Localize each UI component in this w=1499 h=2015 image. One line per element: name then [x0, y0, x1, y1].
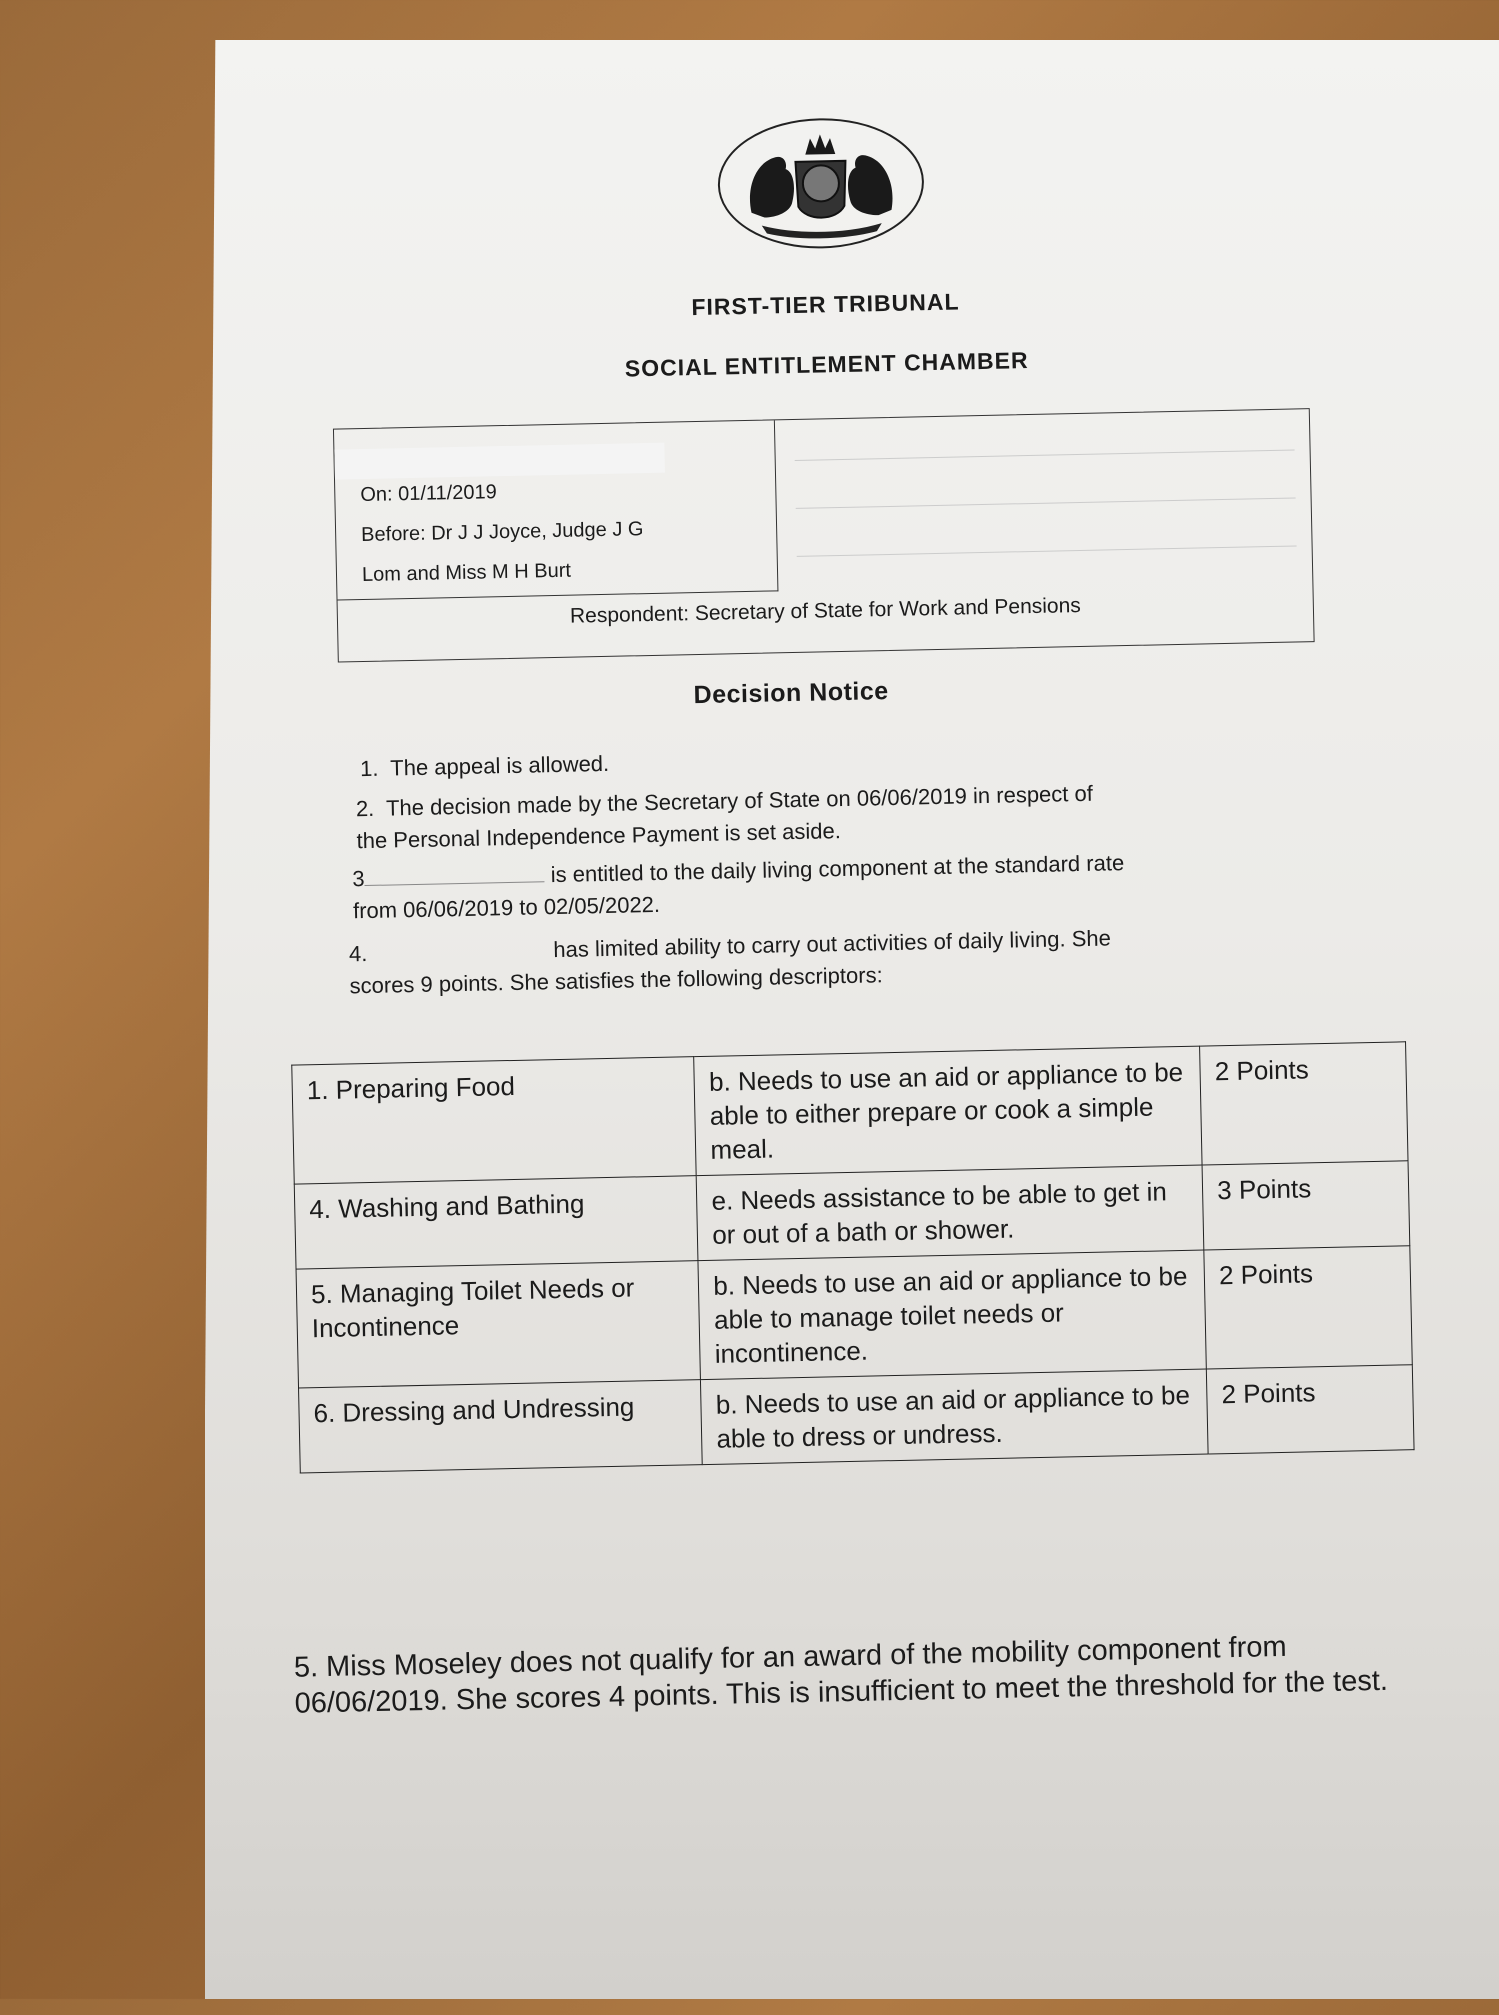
royal-coat-of-arms-icon: [715, 114, 928, 253]
paragraph-number: 4.: [348, 941, 368, 967]
redacted-line: [795, 449, 1295, 460]
paragraph-text: The appeal is allowed.: [389, 750, 610, 781]
descriptor-cell: b. Needs to use an aid or appliance to be able to either prepare or cook a simple meal.: [694, 1046, 1202, 1176]
panel-members-line-1: Before: Dr J J Joyce, Judge J G: [360, 518, 644, 547]
points-cell: 3 Points: [1202, 1161, 1410, 1250]
points-cell: 2 Points: [1204, 1246, 1412, 1369]
descriptor-cell: e. Needs assistance to be able to get in or out of a bath or shower.: [697, 1165, 1204, 1261]
paragraph-text-line-1: is entitled to the daily living component at the standard rate: [550, 850, 1125, 888]
panel-members-line-2: Lom and Miss M H Burt: [361, 559, 572, 587]
paragraph-text-line-1: has limited ability to carry out activities of daily living. She: [553, 925, 1112, 963]
points-cell: 2 Points: [1206, 1365, 1414, 1454]
table-row: [296, 1246, 1412, 1388]
redacted-line: [796, 497, 1296, 508]
paragraph-text-line-2: the Personal Independence Payment is set aside.: [356, 818, 842, 854]
paragraph-number: 3: [352, 866, 365, 892]
redacted-name: [365, 881, 545, 886]
respondent: Respondent: Secretary of State for Work and Pensions: [569, 593, 1081, 628]
hearing-date: On: 01/11/2019: [360, 481, 497, 507]
table-row: [292, 1042, 1408, 1184]
case-info-box: [333, 408, 1315, 662]
activity-cell: 4. Washing and Bathing: [294, 1176, 698, 1269]
hearing-details: [334, 420, 778, 600]
paragraph-1: [360, 748, 610, 785]
paragraph-text-line-1: The decision made by the Secretary of State on 06/06/2019 in respect of: [385, 780, 1094, 821]
paragraph-5: 5. Miss Moseley does not qualify for an award of the mobility component from 06/06/2019. She scores 4 points. This is insufficient to meet the threshold for the test.: [293, 1630, 1389, 1720]
chamber-heading: SOCIAL ENTITLEMENT CHAMBER: [624, 347, 1029, 382]
paragraph-text-line-2: from 06/06/2019 to 02/05/2022.: [352, 891, 661, 924]
activity-cell: 1. Preparing Food: [292, 1057, 697, 1184]
paragraph-4: [349, 916, 1420, 1002]
points-cell: 2 Points: [1200, 1042, 1408, 1165]
decision-notice-title: Decision Notice: [693, 677, 889, 710]
activity-cell: 5. Managing Toilet Needs or Incontinence: [296, 1261, 701, 1388]
paragraph-number: 2.: [355, 795, 375, 822]
tribunal-heading: FIRST-TIER TRIBUNAL: [691, 288, 960, 321]
paragraph-number: 1.: [359, 755, 379, 782]
descriptor-cell: b. Needs to use an aid or appliance to be able to manage toilet needs or incontinence.: [698, 1250, 1206, 1380]
activity-cell: 6. Dressing and Undressing: [299, 1380, 703, 1473]
descriptors-table: [291, 1041, 1414, 1473]
descriptor-cell: b. Needs to use an aid or appliance to be able to dress or undress.: [701, 1369, 1208, 1465]
redacted-line: [797, 545, 1297, 556]
redacted-area: [334, 443, 665, 480]
paragraph-text-line-2: scores 9 points. She satisfies the following descriptors:: [349, 962, 883, 999]
redacted-name: [367, 957, 547, 961]
